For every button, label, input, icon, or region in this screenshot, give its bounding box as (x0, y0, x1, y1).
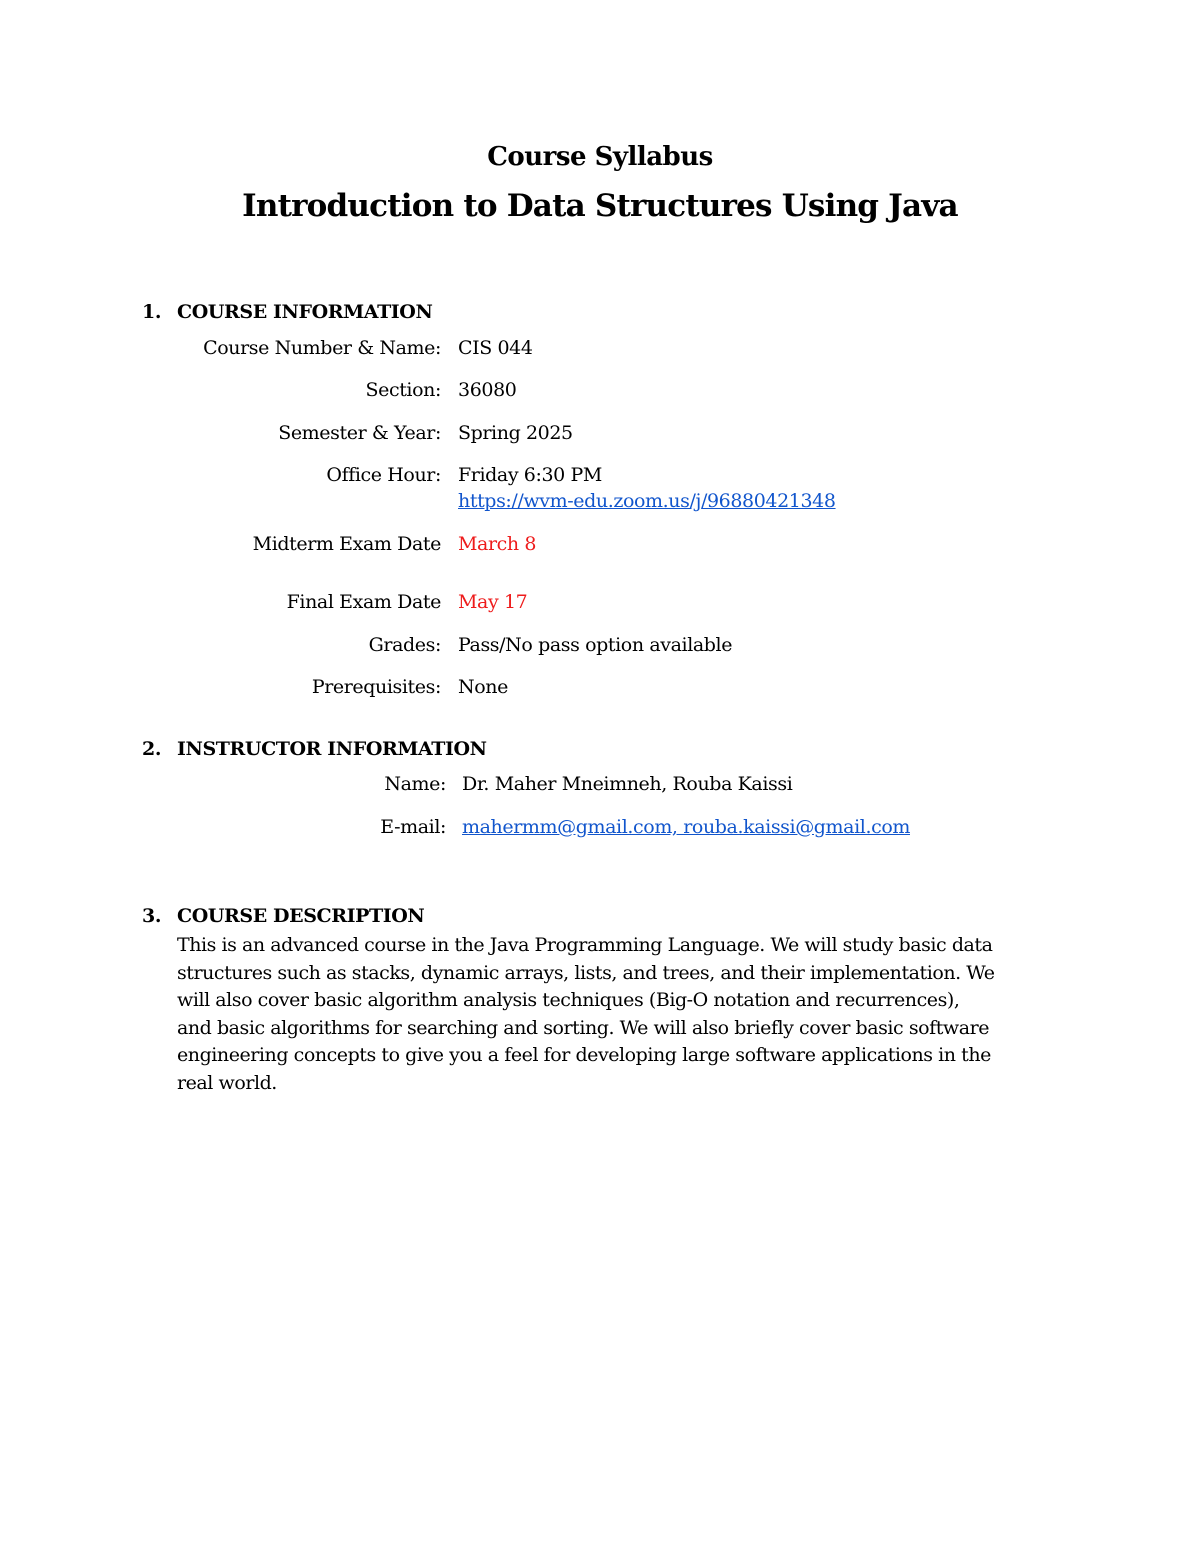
course-number-value: CIS 044 (458, 337, 533, 359)
course-description (177, 932, 1067, 1097)
zoom-link[interactable]: https://wvm-edu.zoom.us/j/96880421348 (458, 490, 836, 512)
course-number-label: Course Number & Name: (203, 337, 441, 359)
prerequisites-label: Prerequisites: (311, 676, 441, 698)
document-subtitle: Course Syllabus (487, 142, 713, 172)
instructor-name-value: Dr. Maher Mneimneh, Rouba Kaissi (462, 773, 793, 795)
final-exam-label: Final Exam Date (286, 591, 441, 613)
section-title: COURSE DESCRIPTION (177, 905, 425, 927)
description-line: will also cover basic algorithm analysis techniques (Big-O notation and recurrences), (177, 989, 960, 1011)
description-line: structures such as stacks, dynamic arrays, lists, and trees, and their implementation. We (177, 961, 995, 984)
office-hour-label: Office Hour: (326, 464, 441, 486)
semester-label: Semester & Year: (278, 422, 441, 444)
instructor-email-label: E-mail: (380, 816, 446, 838)
description-line: real world. (177, 1071, 277, 1094)
section-title: INSTRUCTOR INFORMATION (177, 738, 487, 760)
grades-value: Pass/No pass option available (458, 634, 733, 656)
section-number: 2. (142, 738, 162, 760)
semester-value: Spring 2025 (458, 422, 573, 444)
grades-label: Grades: (368, 634, 441, 656)
instructor-email-row (462, 816, 910, 838)
description-line: engineering concepts to give you a feel for developing large software applications in the (177, 1044, 991, 1066)
office-hour-link-row (458, 490, 836, 512)
midterm-date: March 8 (458, 533, 537, 555)
section-title: COURSE INFORMATION (177, 301, 433, 323)
section-value: 36080 (458, 379, 517, 401)
section-label: Section: (365, 379, 441, 401)
instructor-name-label: Name: (384, 773, 446, 795)
section-number: 3. (142, 905, 162, 927)
prerequisites-value: None (458, 676, 508, 698)
office-hour-value: Friday 6:30 PM (458, 464, 602, 486)
instructor-email-link[interactable]: mahermm@gmail.com, rouba.kaissi@gmail.com (462, 816, 910, 838)
midterm-label: Midterm Exam Date (252, 533, 441, 555)
final-exam-date: May 17 (458, 591, 528, 613)
description-line: and basic algorithms for searching and sorting. We will also briefly cover basic software (177, 1016, 990, 1039)
document-title: Introduction to Data Structures Using Java (242, 188, 958, 224)
section-number: 1. (142, 301, 162, 323)
description-line: This is an advanced course in the Java Programming Language. We will study basic data (177, 934, 993, 956)
